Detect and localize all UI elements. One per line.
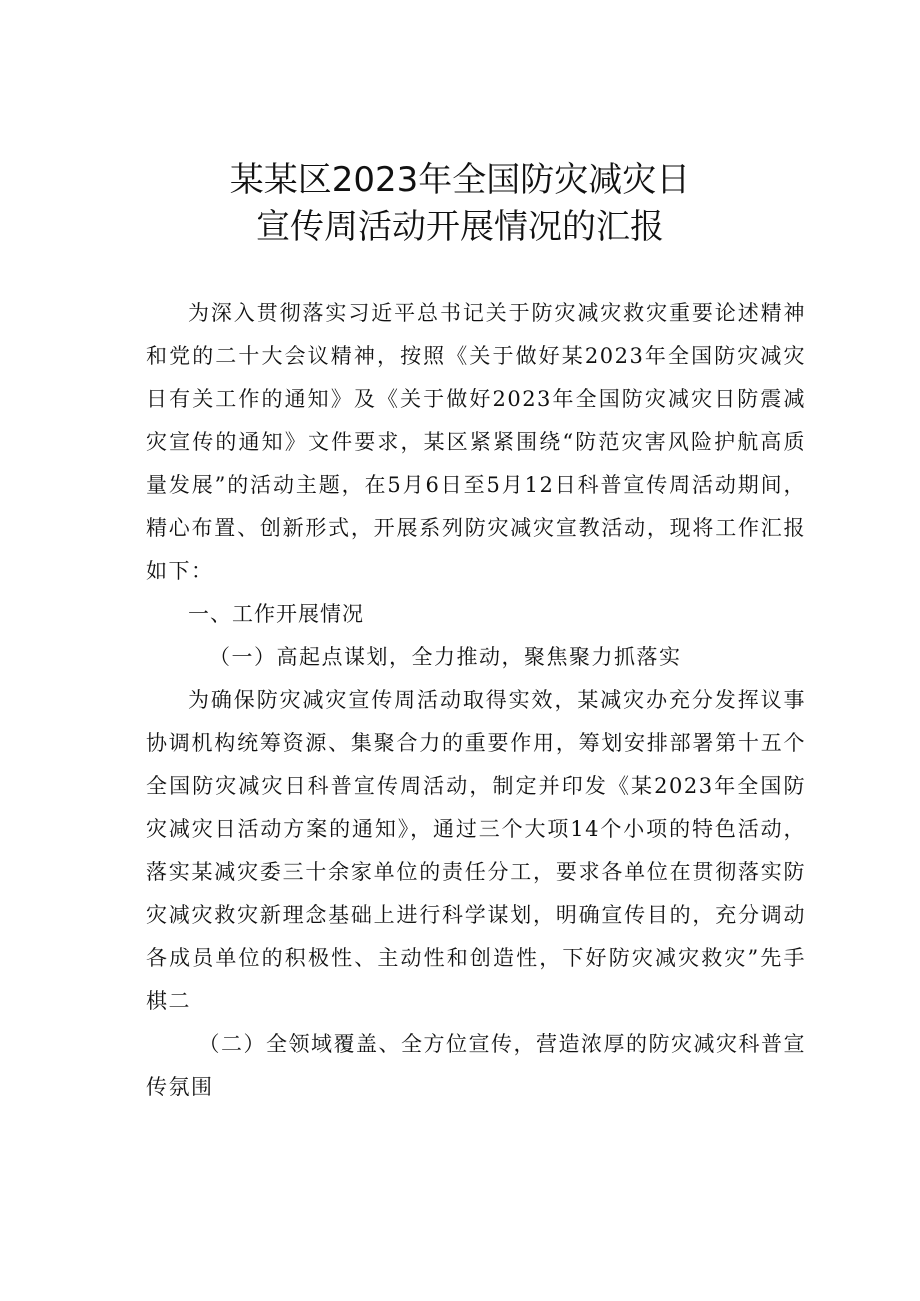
document-body [146,292,806,1109]
document-title-line-1: 某某区2023年全国防灾减灾日 [229,160,691,200]
section-1-heading: 一、工作开展情况 [188,602,364,626]
subsection-2-heading: （二）全领域覆盖、全方位宣传，营造浓厚的防灾减灾科普宣传氛围 [146,1032,806,1099]
document-title-line-2: 宣传周活动开展情况的汇报 [256,207,664,247]
subsection-1-heading: （一）高起点谋划，全力推动，聚焦聚力抓落实 [209,645,682,669]
subsection-1-body: 为确保防灾减灾宣传周活动取得实效，某减灾办充分发挥议事协调机构统筹资源、集聚合力的重要作用，筹划安排部署第十五个全国防灾减灾日科普宣传周活动，制定并印发《某2023年全国防灾减灾日活动方案的通知》，通过三个大项14个小项的特色活动，落实某减灾委三十余家单位的责任分工，要求各单位在贯彻落实防灾减灾救灾新理念基础上进行科学谋划，明确宣传目的，充分调动各成员单位的积极性、主动性和创造性，下好防灾减灾救灾”先手棋二 [146,688,806,1013]
intro-paragraph: 为深入贯彻落实习近平总书记关于防灾减灾救灾重要论述精神和党的二十大会议精神，按照《关于做好某2023年全国防灾减灾日有关工作的通知》及《关于做好2023年全国防灾减灾日防震减灾宣传的通知》文件要求，某区紧紧围绕“防范灾害风险护航高质量发展”的活动主题，在5月6日至5月12日科普宣传周活动期间，精心布置、创新形式，开展系列防灾减灾宣教活动，现将工作汇报如下： [146,301,806,583]
